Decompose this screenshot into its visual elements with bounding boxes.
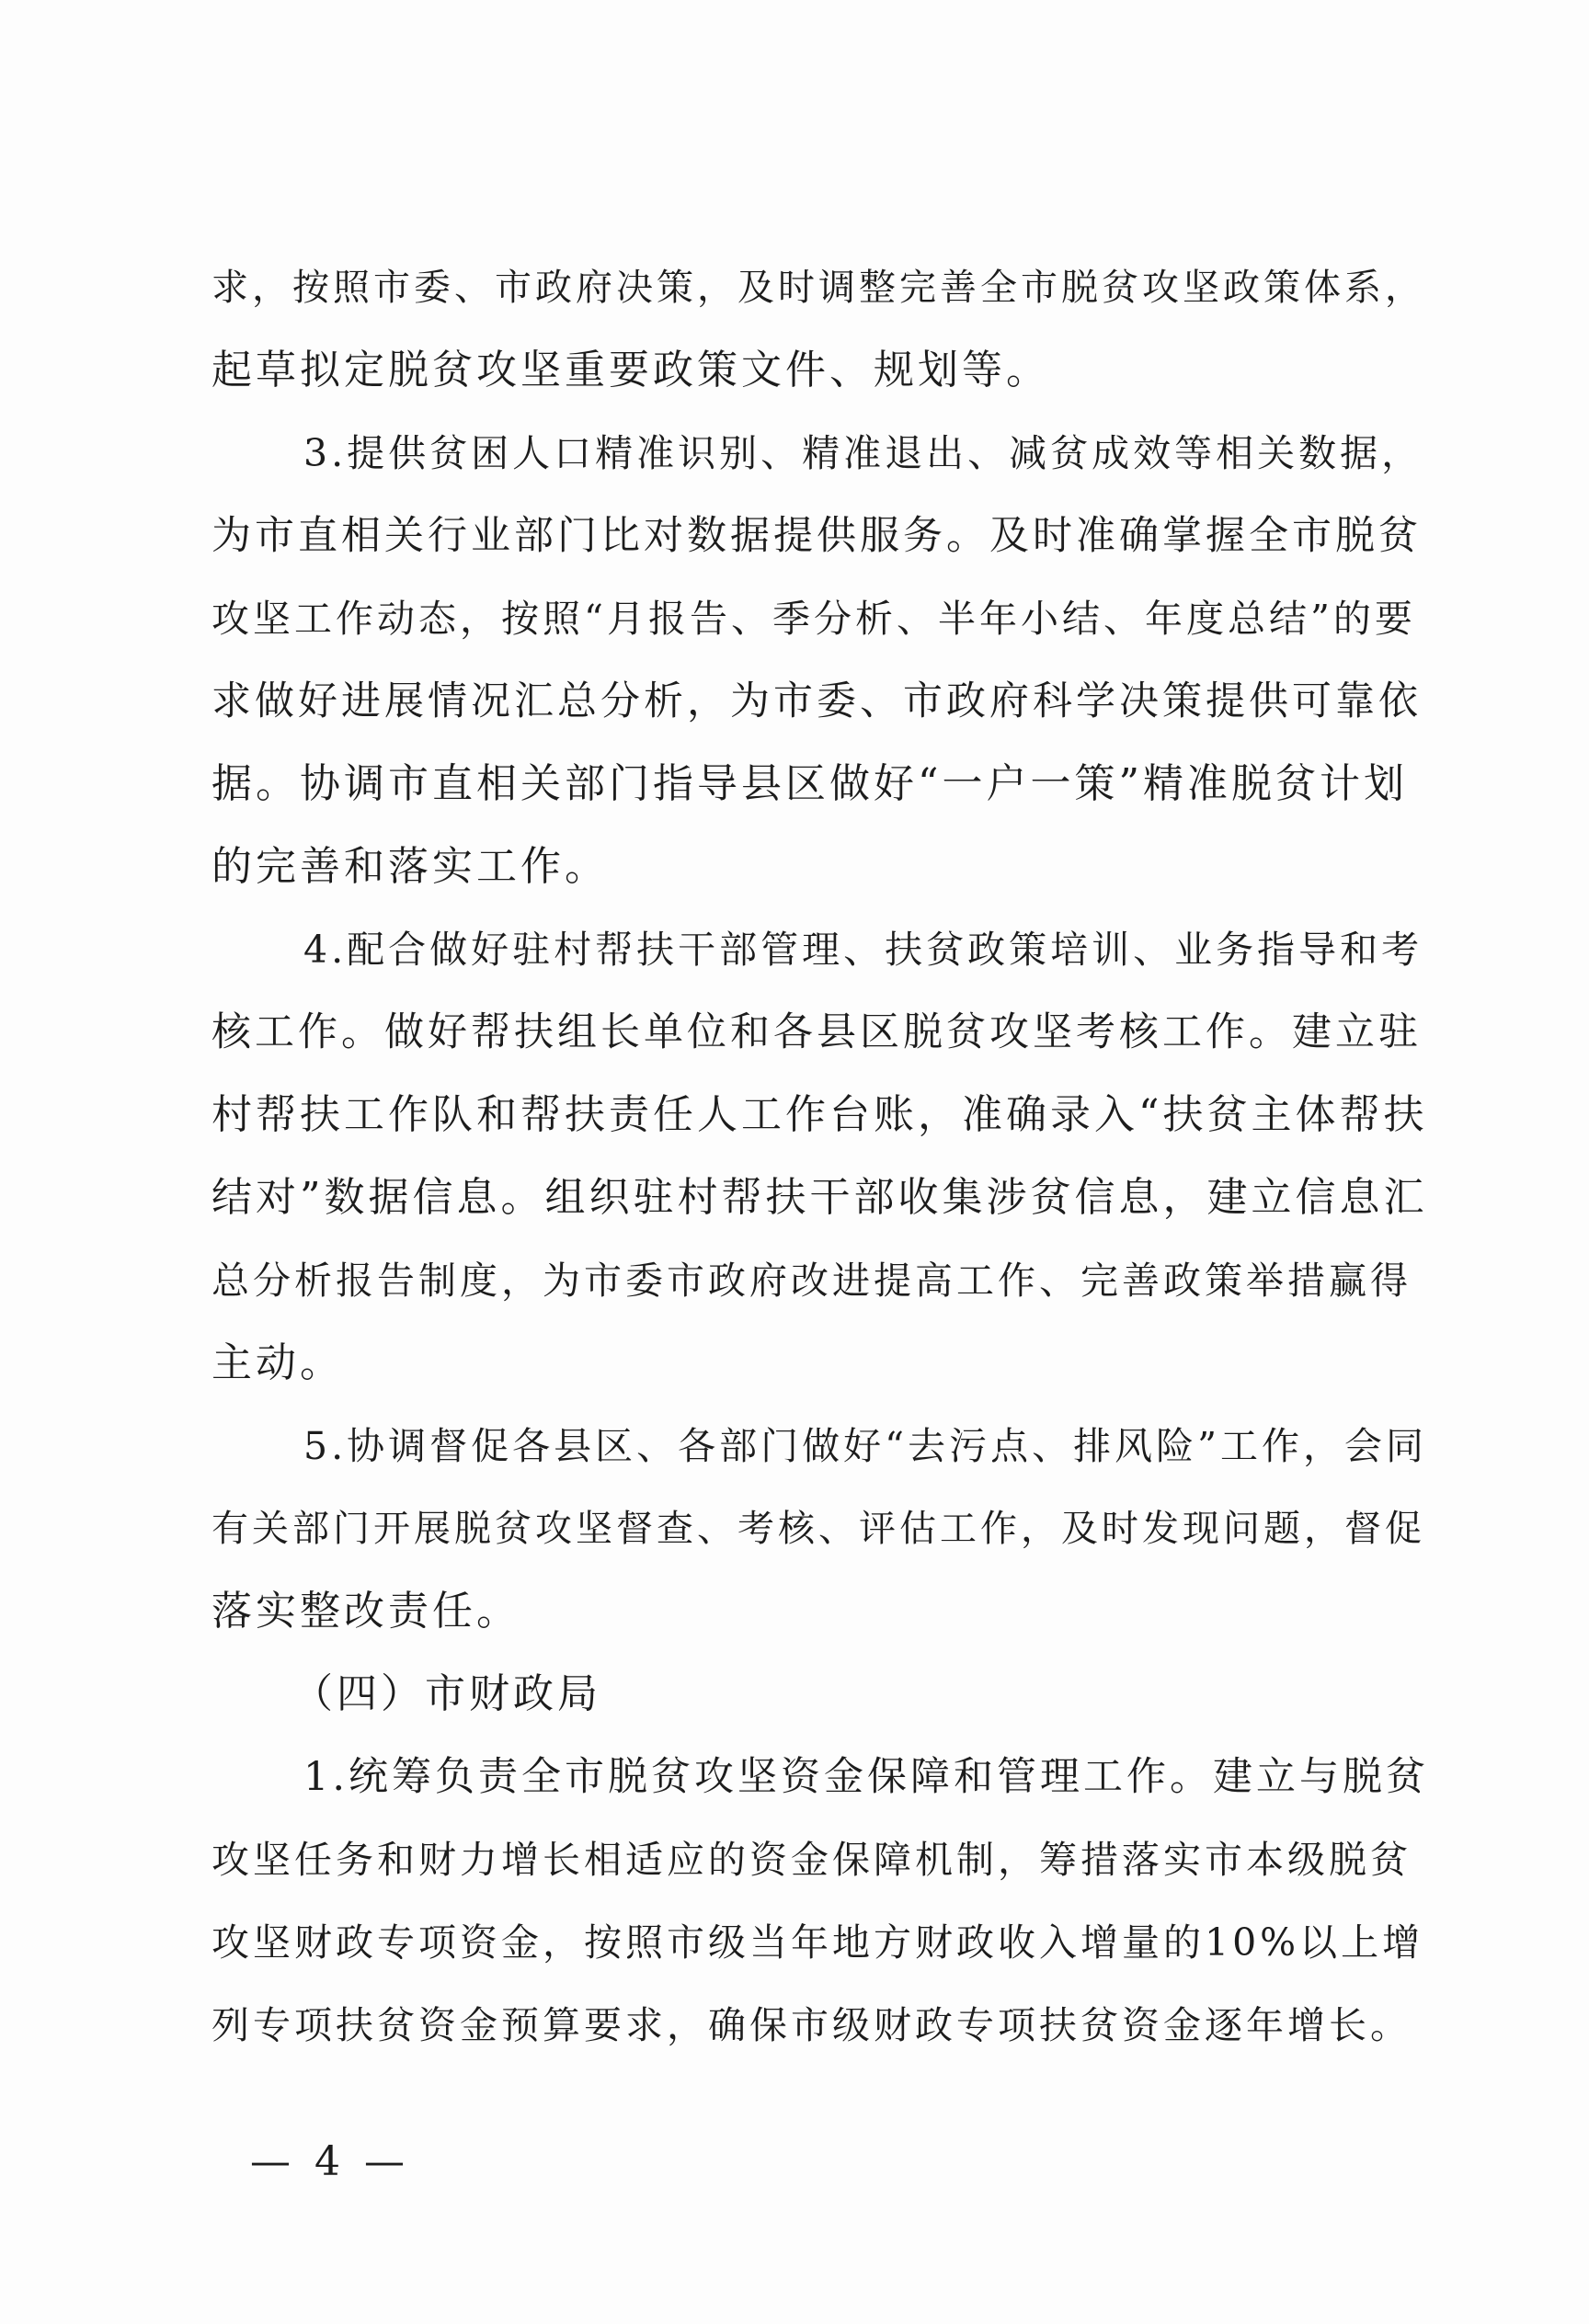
page-number: — 4 — bbox=[250, 2138, 410, 2185]
text-line: 核工作。做好帮扶组长单位和各县区脱贫攻坚考核工作。建立驻 bbox=[211, 1009, 1422, 1055]
text-line: 列专项扶贫资金预算要求，确保市级财政专项扶贫资金逐年增长。 bbox=[211, 2003, 1412, 2047]
paragraph-start-line: 4.配合做好驻村帮扶干部管理、扶贫政策培训、业务指导和考 bbox=[303, 928, 1423, 972]
text-line: 据。协调市直相关部门指导县区做好“一户一策”精准脱贫计划 bbox=[211, 760, 1408, 807]
section-heading: （四）市财政局 bbox=[292, 1670, 601, 1717]
text-line: 攻坚财政专项资金，按照市级当年地方财政收入增量的10%以上增 bbox=[211, 1920, 1424, 1965]
text-line: 村帮扶工作队和帮扶责任人工作台账，准确录入“扶贫主体帮扶 bbox=[211, 1091, 1428, 1138]
text-line: 求，按照市委、市政府决策，及时调整完善全市脱贫攻坚政策体系， bbox=[211, 267, 1425, 309]
text-line: 攻坚任务和财力增长相适应的资金保障机制，筹措落实市本级脱贫 bbox=[211, 1838, 1412, 1882]
paragraph-start-line: 5.协调督促各县区、各部门做好“去污点、排风险”工作，会同 bbox=[303, 1424, 1428, 1468]
text-line: 主动。 bbox=[211, 1339, 344, 1386]
paragraph-start-line: 3.提供贫困人口精准识别、精准退出、减贫成效等相关数据， bbox=[303, 431, 1423, 475]
text-line: 求做好进展情况汇总分析，为市委、市政府科学决策提供可靠依 bbox=[211, 678, 1422, 724]
text-line: 有关部门开展脱贫攻坚督查、考核、评估工作，及时发现问题，督促 bbox=[211, 1508, 1425, 1550]
text-line: 起草拟定脱贫攻坚重要政策文件、规划等。 bbox=[211, 347, 1050, 393]
paragraph-start-line: 1.统筹负责全市脱贫攻坚资金保障和管理工作。建立与脱贫 bbox=[303, 1754, 1430, 1800]
text-line: 总分析报告制度，为市委市政府改进提高工作、完善政策举措赢得 bbox=[211, 1259, 1412, 1303]
text-line: 攻坚工作动态，按照“月报告、季分析、半年小结、年度总结”的要 bbox=[211, 597, 1416, 641]
text-line: 结对”数据信息。组织驻村帮扶干部收集涉贫信息，建立信息汇 bbox=[211, 1174, 1428, 1221]
text-line: 为市直相关行业部门比对数据提供服务。及时准确掌握全市脱贫 bbox=[211, 513, 1422, 559]
text-line: 的完善和落实工作。 bbox=[211, 843, 609, 890]
body-text bbox=[211, 246, 1435, 2067]
text-line: 落实整改责任。 bbox=[211, 1588, 520, 1635]
